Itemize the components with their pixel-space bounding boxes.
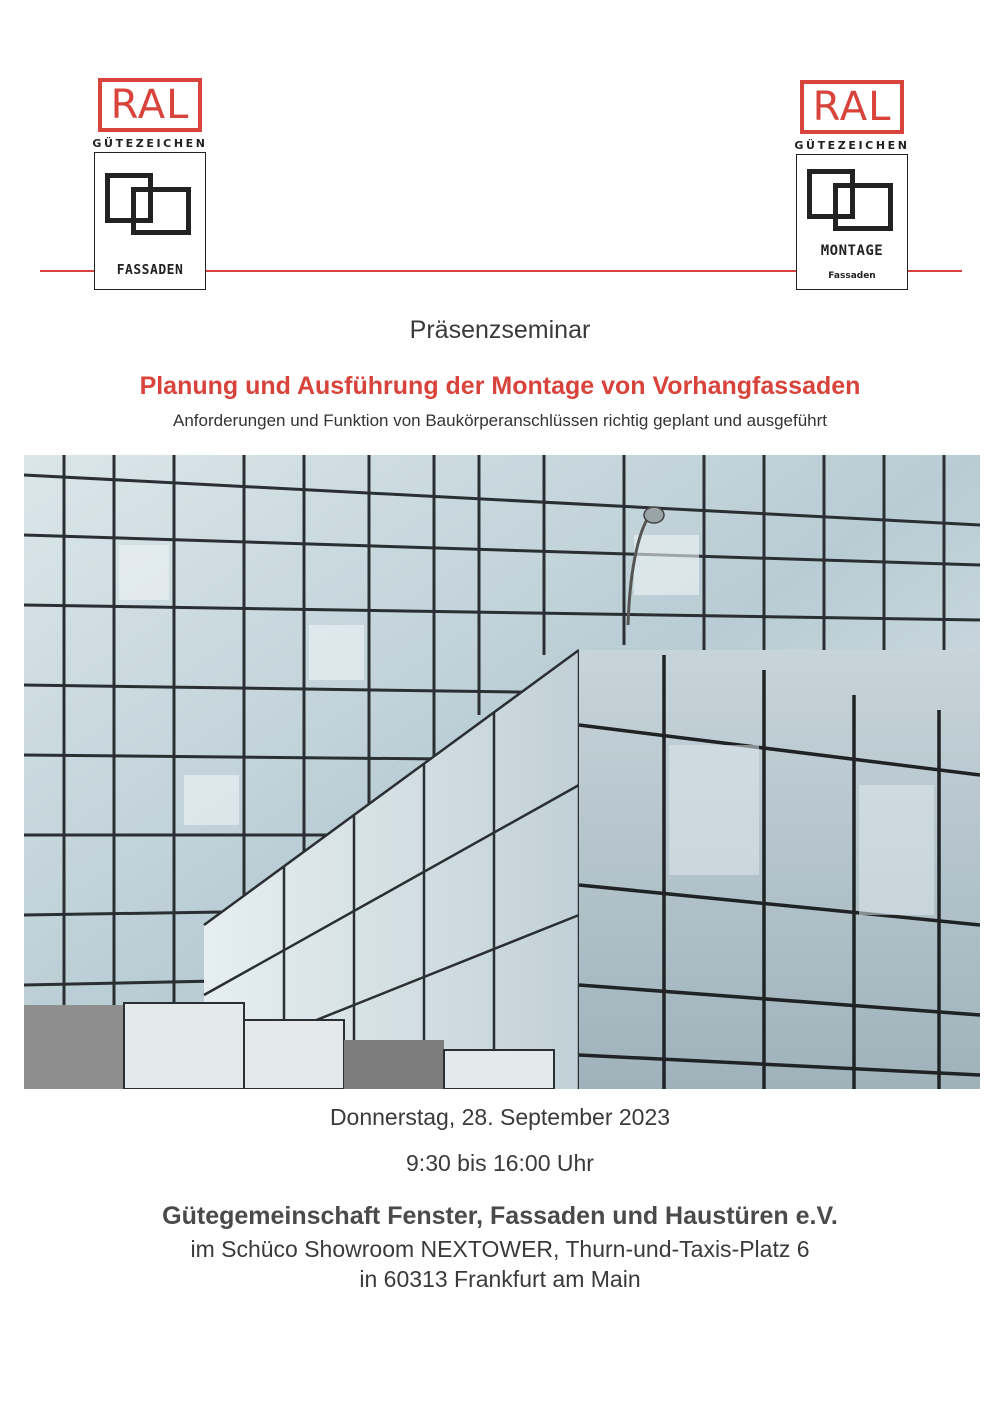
logo-emblem-frame xyxy=(796,154,908,290)
seminar-title: Planung und Ausführung der Montage von Vorhangfassaden xyxy=(139,372,861,400)
emblem-square-front xyxy=(131,187,191,235)
logo-sublabel-fassaden: Fassaden xyxy=(828,271,876,281)
ral-montage-logo xyxy=(794,80,910,290)
guetezeichen-label: GÜTEZEICHEN xyxy=(794,139,910,152)
ral-brand-box: RAL xyxy=(800,80,904,134)
logo-label-fassaden: FASSADEN xyxy=(116,263,184,278)
organizer-name: Gütegemeinschaft Fenster, Fassaden und Haustüren e.V. xyxy=(162,1202,838,1230)
emblem-square-front xyxy=(833,183,893,231)
ral-fassaden-logo xyxy=(92,78,208,290)
ral-brand-box: RAL xyxy=(98,78,202,132)
event-date: Donnerstag, 28. September 2023 xyxy=(329,1104,671,1130)
venue-address: im Schüco Showroom NEXTOWER, Thurn-und-Taxis-Platz 6 xyxy=(190,1236,810,1262)
venue-city: in 60313 Frankfurt am Main xyxy=(359,1266,641,1292)
facade-photo xyxy=(24,455,980,1089)
logo-label-montage: MONTAGE xyxy=(820,243,884,259)
facade-illustration xyxy=(24,455,980,1089)
seminar-type: Präsenzseminar xyxy=(409,316,591,344)
seminar-subtitle: Anforderungen und Funktion von Baukörperanschlüssen richtig geplant und ausgeführt xyxy=(173,411,827,430)
guetezeichen-label: GÜTEZEICHEN xyxy=(92,137,208,150)
event-time: 9:30 bis 16:00 Uhr xyxy=(406,1150,594,1176)
logo-emblem-frame xyxy=(94,152,206,290)
